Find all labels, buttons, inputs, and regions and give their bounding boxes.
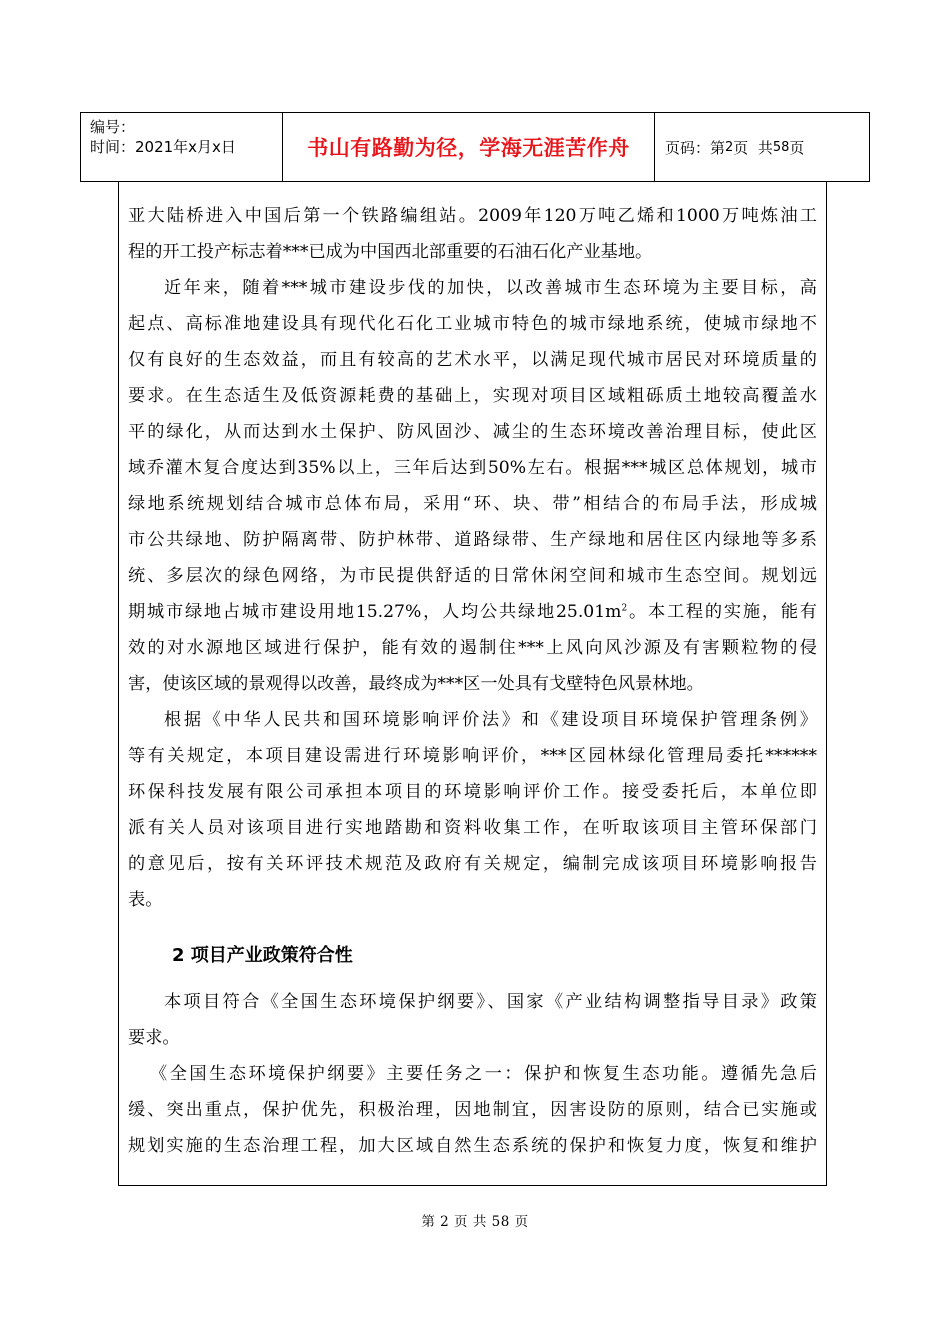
paragraph-1 bbox=[128, 198, 817, 270]
text-line: 本项目符合《全国生态环境保护纲要》、国家《产业结构调整指导目录》政策 bbox=[164, 992, 817, 1012]
section-heading: 2 项目产业政策符合性 bbox=[172, 945, 353, 966]
document-body bbox=[118, 181, 827, 1186]
header-motto: 书山有路勤为径，学海无涯苦作舟 bbox=[283, 113, 655, 181]
page-number: 2 bbox=[725, 139, 734, 155]
page-footer: 第 2 页 共 58 页 bbox=[421, 1214, 529, 1230]
superscript: 2 bbox=[621, 603, 628, 614]
text-line: 根据《中华人民共和国环境影响评价法》和《建设项目环境保护管理条例》 bbox=[164, 710, 817, 730]
document-number-label: 编号： bbox=[90, 118, 136, 136]
text-segment: 。本工程的实施，能有 bbox=[627, 602, 817, 622]
text-line: 规划实施的生态治理工程，加大区域自然生态系统的保护和恢复力度，恢复和维护 bbox=[128, 1136, 817, 1156]
text-line: 效的对水源地区域进行保护，能有效的遏制住***上风向风沙源及有害颗粒物的侵 bbox=[128, 638, 817, 658]
text-line: 《全国生态环境保护纲要》主要任务之一：保护和恢复生态功能。遵循先急后 bbox=[150, 1064, 817, 1084]
text-line: 近年来，随着***城市建设步伐的加快，以改善城市生态环境为主要目标，高 bbox=[164, 278, 817, 298]
text-line: 要求。 bbox=[128, 1028, 180, 1048]
page-suffix: 页 bbox=[789, 138, 805, 157]
page-prefix: 页码：第 bbox=[665, 138, 726, 157]
document-time-label: 时间：2021年x月x日 bbox=[90, 138, 236, 156]
page-total: 58 bbox=[772, 139, 790, 155]
text-line: 仅有良好的生态效益，而且有较高的艺术水平，以满足现代城市居民对环境质量的 bbox=[128, 350, 817, 370]
text-line: 等有关规定，本项目建设需进行环境影响评价，***区园林绿化管理局委托****** bbox=[128, 746, 817, 766]
paragraph-3 bbox=[128, 702, 817, 918]
text-line: 派有关人员对该项目进行实地踏勘和资料收集工作，在听取该项目主管环保部门 bbox=[128, 818, 817, 838]
text-line: 市公共绿地、防护隔离带、防护林带、道路绿带、生产绿地和居住区内绿地等多系 bbox=[128, 530, 817, 550]
text-line: 的意见后，按有关环评技术规范及政府有关规定，编制完成该项目环境影响报告 bbox=[128, 854, 817, 874]
page-mid: 页 共 bbox=[733, 138, 773, 157]
text-line: 域乔灌木复合度达到35%以上，三年后达到50%左右。根据***城区总体规划，城市 bbox=[128, 458, 817, 478]
text-line: 环保科技发展有限公司承担本项目的环境影响评价工作。接受委托后，本单位即 bbox=[128, 782, 817, 802]
page-header bbox=[80, 112, 870, 182]
text-line: 表。 bbox=[128, 890, 163, 910]
text-line: 统、多层次的绿色网络，为市民提供舒适的日常休闲空间和城市生态空间。规划远 bbox=[128, 566, 817, 586]
paragraph-2 bbox=[128, 270, 817, 702]
text-line: 起点、高标准地建设具有现代化石化工业城市特色的城市绿地系统，使城市绿地不 bbox=[128, 314, 817, 334]
text-line: 绿地系统规划结合城市总体布局，采用“环、块、带”相结合的布局手法，形成城 bbox=[128, 494, 817, 514]
text-line: 亚大陆桥进入中国后第一个铁路编组站。2009年120万吨乙烯和1000万吨炼油工 bbox=[128, 206, 817, 226]
text-segment: 期城市绿地占城市建设用地15.27%，人均公共绿地25.01m bbox=[128, 602, 622, 622]
text-line: 害，使该区域的景观得以改善，最终成为***区一处具有戈壁特色风景林地。 bbox=[128, 674, 704, 694]
paragraph-4 bbox=[128, 984, 817, 1056]
header-meta bbox=[81, 113, 283, 181]
header-page-info bbox=[655, 113, 869, 181]
text-line: 缓、突出重点，保护优先，积极治理，因地制宜，因害设防的原则，结合已实施或 bbox=[128, 1100, 817, 1120]
paragraph-5 bbox=[128, 1056, 817, 1164]
text-line: 要求。在生态适生及低资源耗费的基础上，实现对项目区域粗砾质土地较高覆盖水 bbox=[128, 386, 817, 406]
text-line bbox=[128, 594, 817, 630]
text-line: 程的开工投产标志着***已成为中国西北部重要的石油石化产业基地。 bbox=[128, 242, 653, 262]
text-line: 平的绿化，从而达到水土保护、防风固沙、减尘的生态环境改善治理目标，使此区 bbox=[128, 422, 817, 442]
